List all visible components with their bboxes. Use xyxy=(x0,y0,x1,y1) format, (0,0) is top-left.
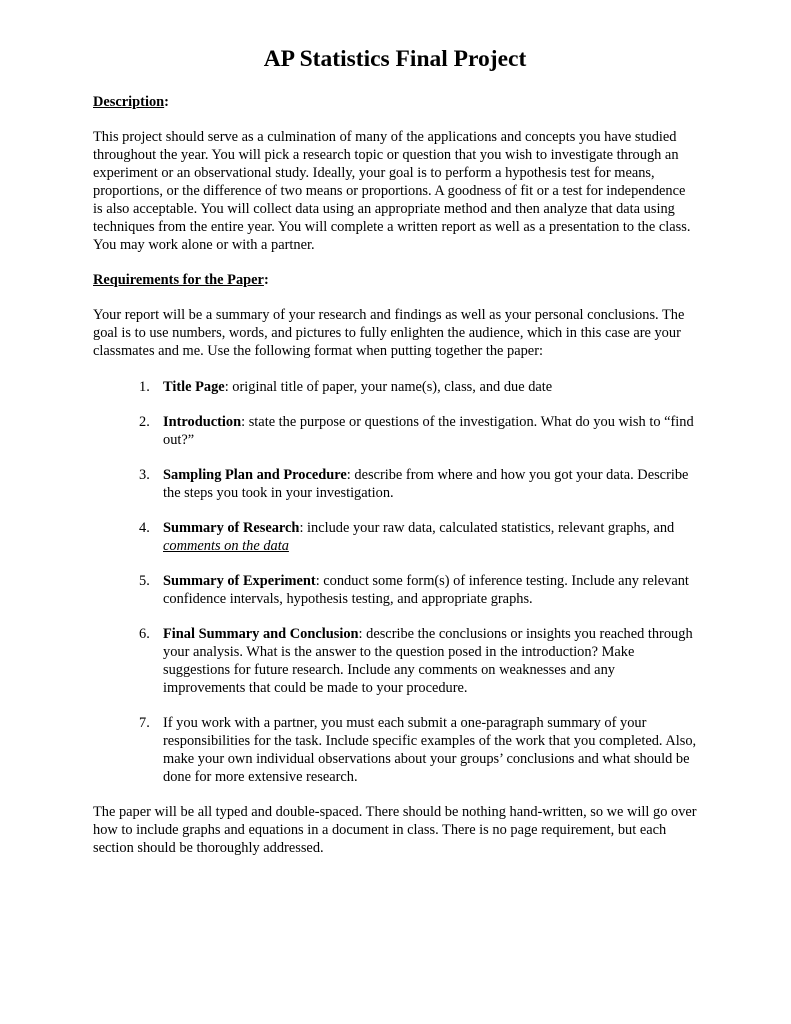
item-number: 5. xyxy=(139,573,150,589)
item-number: 2. xyxy=(139,414,150,430)
description-paragraph: This project should serve as a culmination of many of the applications and concepts you have studied throughout the year. You will pick a research topic or question that you wish to investigate through an experiment or an observational study. Ideally, your goal is to perform a hypothesis test for means, proportions, or the difference of two means or proportions. A goodness of fit or a test for independence is also acceptable. You will collect data using an appropriate method and then analyze that data using techniques from the entire year. You will complete a written report as well as a presentation to the class. You may work alone or with a partner. xyxy=(93,129,691,253)
item-text: : state the purpose or questions of the investigation. What do you wish to “find out?” xyxy=(163,414,694,448)
requirement-item-1 xyxy=(93,378,697,396)
requirements-heading-colon: : xyxy=(263,272,269,288)
item-emphasis: comments on the data xyxy=(163,538,289,554)
item-number: 3. xyxy=(139,467,150,483)
item-title: Final Summary and Conclusion xyxy=(163,626,359,642)
item-number: 1. xyxy=(139,379,150,395)
requirements-list xyxy=(93,378,697,786)
item-title: Title Page xyxy=(163,379,225,395)
requirement-item-7 xyxy=(93,714,697,786)
requirement-item-6 xyxy=(93,625,697,697)
description-heading-label: Description xyxy=(93,94,165,110)
item-text: : describe the conclusions or insights you reached through your analysis. What is the answer to the question posed in the introduction? Make suggestions for future research. Include any comments on weaknesses and any improvements that could be made to your procedure. xyxy=(163,626,693,696)
requirements-heading-label: Requirements for the Paper xyxy=(93,272,264,288)
item-number: 4. xyxy=(139,520,150,536)
page-title: AP Statistics Final Project xyxy=(263,46,527,72)
requirement-item-3 xyxy=(93,466,697,502)
item-title: Summary of Experiment xyxy=(163,573,316,589)
item-title: Introduction xyxy=(163,414,242,430)
item-text: : include your raw data, calculated statistics, relevant graphs, and xyxy=(299,520,675,536)
item-title: Summary of Research xyxy=(163,520,300,536)
item-number: 6. xyxy=(139,626,150,642)
item-text: : describe from where and how you got your data. Describe the steps you took in your investigation. xyxy=(163,467,689,501)
requirement-item-5 xyxy=(93,572,697,608)
requirements-intro: Your report will be a summary of your research and findings as well as your personal conclusions. The goal is to use numbers, words, and pictures to fully enlighten the audience, which in this case are your classmates and me. Use the following format when putting together the paper: xyxy=(93,307,685,359)
requirement-item-4 xyxy=(93,519,697,555)
requirement-item-2 xyxy=(93,413,697,449)
item-text: : original title of paper, your name(s), class, and due date xyxy=(224,379,553,395)
item-number: 7. xyxy=(139,715,150,731)
requirements-heading xyxy=(93,271,697,289)
item-text: : conduct some form(s) of inference testing. Include any relevant confidence intervals, hypothesis testing, and appropriate graphs. xyxy=(163,573,689,607)
item-title: Sampling Plan and Procedure xyxy=(163,467,347,483)
description-heading-colon: : xyxy=(164,94,169,110)
item-text: If you work with a partner, you must each submit a one-paragraph summary of your responsibilities for the task. Include specific examples of the work that you completed. Also, make your own individual observations about your groups’ conclusions and what should be done for more extensive research. xyxy=(163,715,697,785)
closing-paragraph: The paper will be all typed and double-spaced. There should be nothing hand-written, so we will go over how to include graphs and equations in a document in class. There is no page requirement, but each section should be thoroughly addressed. xyxy=(93,804,697,856)
description-heading xyxy=(93,93,697,111)
